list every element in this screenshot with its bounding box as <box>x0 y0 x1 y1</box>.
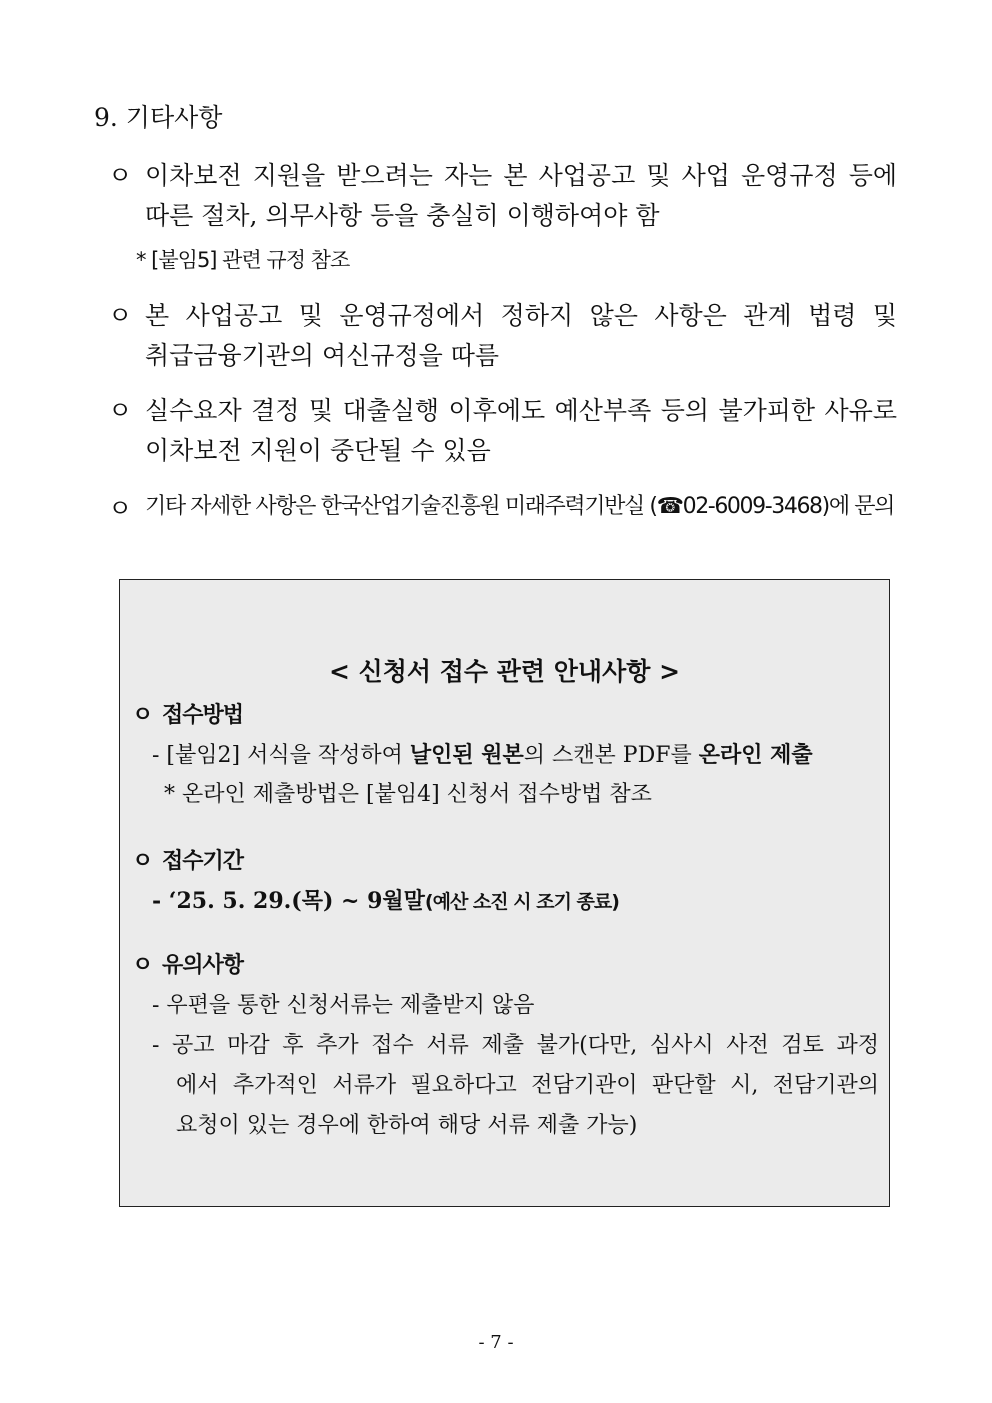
item-1-note: * [붙임5] 관련 규정 참조 <box>136 248 350 272</box>
caution-line-3: 에서 추가적인 서류가 필요하다고 전담기관이 판단할 시, 전담기관의 <box>176 1073 879 1098</box>
item-3-line-2: 이차보전 지원이 중단될 수 있음 <box>145 436 491 465</box>
method-line-mid: 의 스캔본 PDF를 <box>523 743 699 768</box>
item-3-line-1: 실수요자 결정 및 대출실행 이후에도 예산부족 등의 불가피한 사유로 <box>145 396 897 425</box>
period-line <box>152 884 619 915</box>
notice-box-title: < 신청서 접수 관련 안내사항 > <box>328 657 681 686</box>
item-2-line-2: 취급금융기관의 여신규정을 따름 <box>145 341 499 370</box>
section-heading: 9. 기타사항 <box>94 103 223 132</box>
method-line-prefix: - [붙임2] 서식을 작성하여 <box>152 743 410 768</box>
period-title: 접수기간 <box>162 849 244 874</box>
page-number: - 7 - <box>478 1332 514 1353</box>
bullet-marker: ㅇ <box>132 848 154 874</box>
method-line-bold-2: 온라인 제출 <box>698 742 813 768</box>
item-4-line-1: 기타 자세한 사항은 한국산업기술진흥원 미래주력기반실 (☎02-6009-3468)에 문의 <box>145 494 894 519</box>
caution-line-2: - 공고 마감 후 추가 접수 서류 제출 불가(다만, 심사시 사전 검토 과정 <box>152 1033 879 1058</box>
bullet-marker: ㅇ <box>132 952 154 978</box>
caution-title: 유의사항 <box>162 953 244 978</box>
method-title: 접수방법 <box>162 703 244 728</box>
bullet-marker: ㅇ <box>108 301 133 330</box>
method-line <box>152 738 813 769</box>
period-line-main: - ‘25. 5. 29.(목) ~ 9월말 <box>152 888 425 914</box>
notice-box <box>119 579 890 1207</box>
period-line-sub: (예산 소진 시 조기 종료) <box>424 891 619 913</box>
method-note: * 온라인 제출방법은 [붙임4] 신청서 접수방법 참조 <box>164 782 652 807</box>
caution-line-1: - 우편을 통한 신청서류는 제출받지 않음 <box>152 993 535 1018</box>
bullet-marker: ㅇ <box>108 161 133 190</box>
bullet-marker: ㅇ <box>132 702 154 728</box>
caution-line-4: 요청이 있는 경우에 한하여 해당 서류 제출 가능) <box>176 1113 638 1138</box>
item-1-line-2: 따른 절차, 의무사항 등을 충실히 이행하여야 함 <box>145 201 660 230</box>
method-line-bold-1: 날인된 원본 <box>409 742 524 768</box>
item-2-line-1: 본 사업공고 및 운영규정에서 정하지 않은 사항은 관계 법령 및 <box>145 301 897 330</box>
bullet-marker: ㅇ <box>108 396 133 425</box>
bullet-marker: ㅇ <box>108 494 133 523</box>
item-1-line-1: 이차보전 지원을 받으려는 자는 본 사업공고 및 사업 운영규정 등에 <box>145 161 897 190</box>
